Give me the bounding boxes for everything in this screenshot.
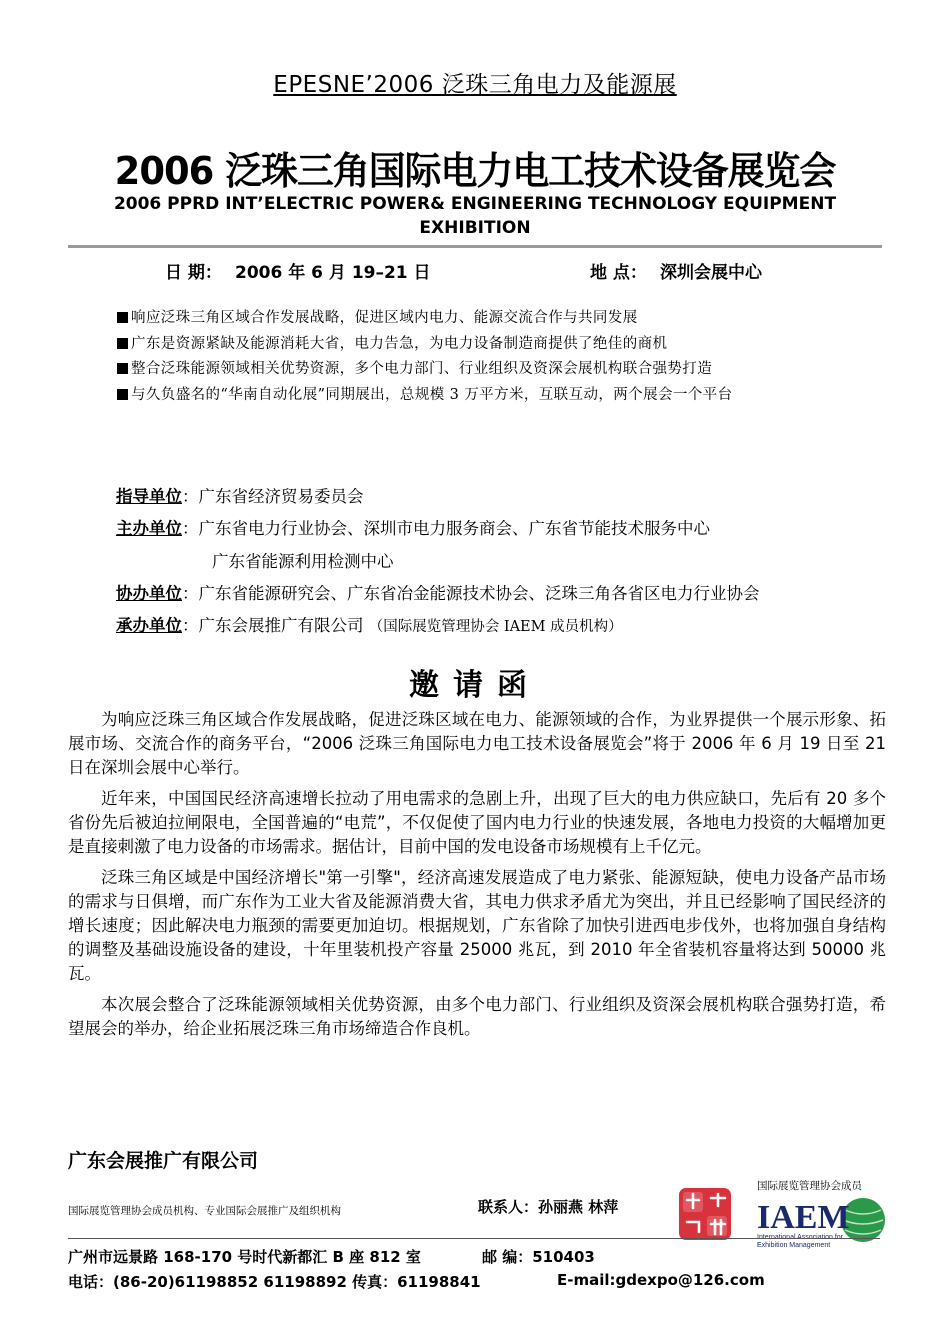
square-bullet-icon (117, 338, 128, 349)
phone-fax: 电话：(86-20)61198852 61198892 传真：61198841 (68, 1273, 481, 1291)
colon: ： (182, 584, 199, 603)
co-unit-label: 协办单位 (116, 584, 182, 603)
guide-unit-label: 指导单位 (116, 487, 182, 506)
header-divider (68, 245, 882, 248)
list-item (117, 383, 877, 409)
iaem-logo-icon (755, 1192, 887, 1250)
host-unit-value-cont: 广东省能源利用检测中心 (212, 552, 394, 571)
highlight-list (117, 306, 877, 408)
organizer-unit-label: 承办单位 (116, 616, 182, 635)
colon: ： (182, 487, 199, 506)
body-paragraph: 泛珠三角区域是中国经济增长"第一引擎"，经济高速发展造成了电力紧张、能源短缺，使电力设备产品市场的需求与日俱增，而广东作为工业大省及能源消费大省，其电力供求矛盾尤为突出，并且已经影响了国民经济的增长速度；因此解决电力瓶颈的需要更加迫切。根据规划，广东省除了加快引进西电步伐外，也将加强自身结构的调整及基础设施设备的建设，十年里装机投产容量 25000 兆瓦，到 2010 年全省装机容量将达到 50000 兆瓦。 (68, 868, 886, 983)
body-paragraph: 为响应泛珠三角区域合作发展战略，促进泛珠区域在电力、能源领域的合作，为业界提供一个展示形象、拓展市场、交流合作的商务平台，“2006 泛珠三角国际电力电工技术设备展览会”将于 2006 年 6 月 19 日至 21 日在深圳会展中心举行。 (68, 710, 886, 777)
invitation-title: 邀请函 (409, 668, 541, 703)
contact-persons: 联系人：孙丽燕 林萍 (478, 1198, 619, 1216)
company-name: 广东会展推广有限公司 (68, 1150, 259, 1172)
exhibition-subtitle: EPESNE’2006 泛珠三角电力及能源展 (273, 72, 677, 98)
iaem-logo-text: IAEM (757, 1199, 850, 1236)
company-address: 广州市远景路 168-170 号时代新都汇 B 座 812 室 (68, 1248, 421, 1266)
square-bullet-icon (117, 312, 128, 323)
gd-expo-logo-icon (679, 1188, 731, 1240)
host-unit-row (116, 515, 710, 539)
iaem-member-caption: 国际展览管理协会成员 (757, 1180, 862, 1192)
page-title-english: 2006 PPRD INT’ELECTRIC POWER& ENGINEERING TECHNOLOGY EQUIPMENT EXHIBITION (113, 194, 837, 238)
date-value: 2006 年 6 月 19–21 日 (235, 263, 431, 283)
footer-divider (68, 1238, 880, 1239)
list-item (117, 306, 877, 332)
iaem-logo-subtext-2: Exhibition Management (757, 1242, 831, 1249)
square-bullet-icon (117, 363, 128, 374)
guide-unit-row (116, 483, 364, 507)
company-tagline: 国际展览管理协会成员机构、专业国际会展推广及组织机构 (68, 1205, 341, 1217)
co-unit-value: 广东省能源研究会、广东省冶金能源技术协会、泛珠三角各省区电力行业协会 (198, 584, 760, 603)
invitation-body (68, 708, 886, 1048)
co-unit-row (116, 580, 760, 604)
email-address: E-mail:gdexpo@126.com (557, 1271, 765, 1289)
gd-expo-logo (679, 1188, 731, 1240)
body-paragraph: 本次展会整合了泛珠能源领域相关优势资源，由多个电力部门、行业组织及资深会展机构联合强势打造，希望展会的举办，给企业拓展泛珠三角市场缔造合作良机。 (68, 995, 886, 1038)
date-label: 日 期： (165, 263, 222, 283)
list-item-text: 与久负盛名的“华南自动化展”同期展出，总规模 3 万平方米，互联互动，两个展会一个平台 (131, 386, 733, 403)
square-bullet-icon (117, 389, 128, 400)
organizer-unit-row (116, 612, 623, 636)
postcode: 邮 编：510403 (482, 1248, 595, 1266)
list-item (117, 357, 877, 383)
list-item-text: 响应泛珠三角区域合作发展战略，促进区域内电力、能源交流合作与共同发展 (131, 310, 638, 326)
list-item (117, 332, 877, 358)
list-item-text: 广东是资源紧缺及能源消耗大省，电力告急，为电力设备制造商提供了绝佳的商机 (131, 335, 668, 352)
host-unit-value: 广东省电力行业协会、深圳市电力服务商会、广东省节能技术服务中心 (198, 519, 710, 538)
page-title: 2006 泛珠三角国际电力电工技术设备展览会 (114, 149, 836, 193)
organizer-unit-note: （国际展览管理协会 IAEM 成员机构） (368, 619, 623, 635)
body-paragraph: 近年来，中国国民经济高速增长拉动了用电需求的急剧上升，出现了巨大的电力供应缺口，先后有 20 多个省份先后被迫拉闸限电，全国普遍的“电荒”，不仅促使了国内电力行业的快速发展，各地电力投资的大幅增加更是直接刺激了电力设备的市场需求。据估计，目前中国的发电设备市场规模有上千亿元。 (68, 789, 886, 856)
list-item-text: 整合泛珠能源领域相关优势资源，多个电力部门、行业组织及资深会展机构联合强势打造 (131, 361, 713, 377)
colon: ： (182, 616, 199, 635)
host-unit-label: 主办单位 (116, 519, 182, 538)
location-label: 地 点： (590, 263, 647, 283)
organizer-unit-value: 广东会展推广有限公司 (198, 616, 364, 635)
colon: ： (182, 519, 199, 538)
iaem-logo (755, 1192, 887, 1250)
location-value: 深圳会展中心 (660, 263, 762, 283)
guide-unit-value: 广东省经济贸易委员会 (198, 487, 364, 506)
